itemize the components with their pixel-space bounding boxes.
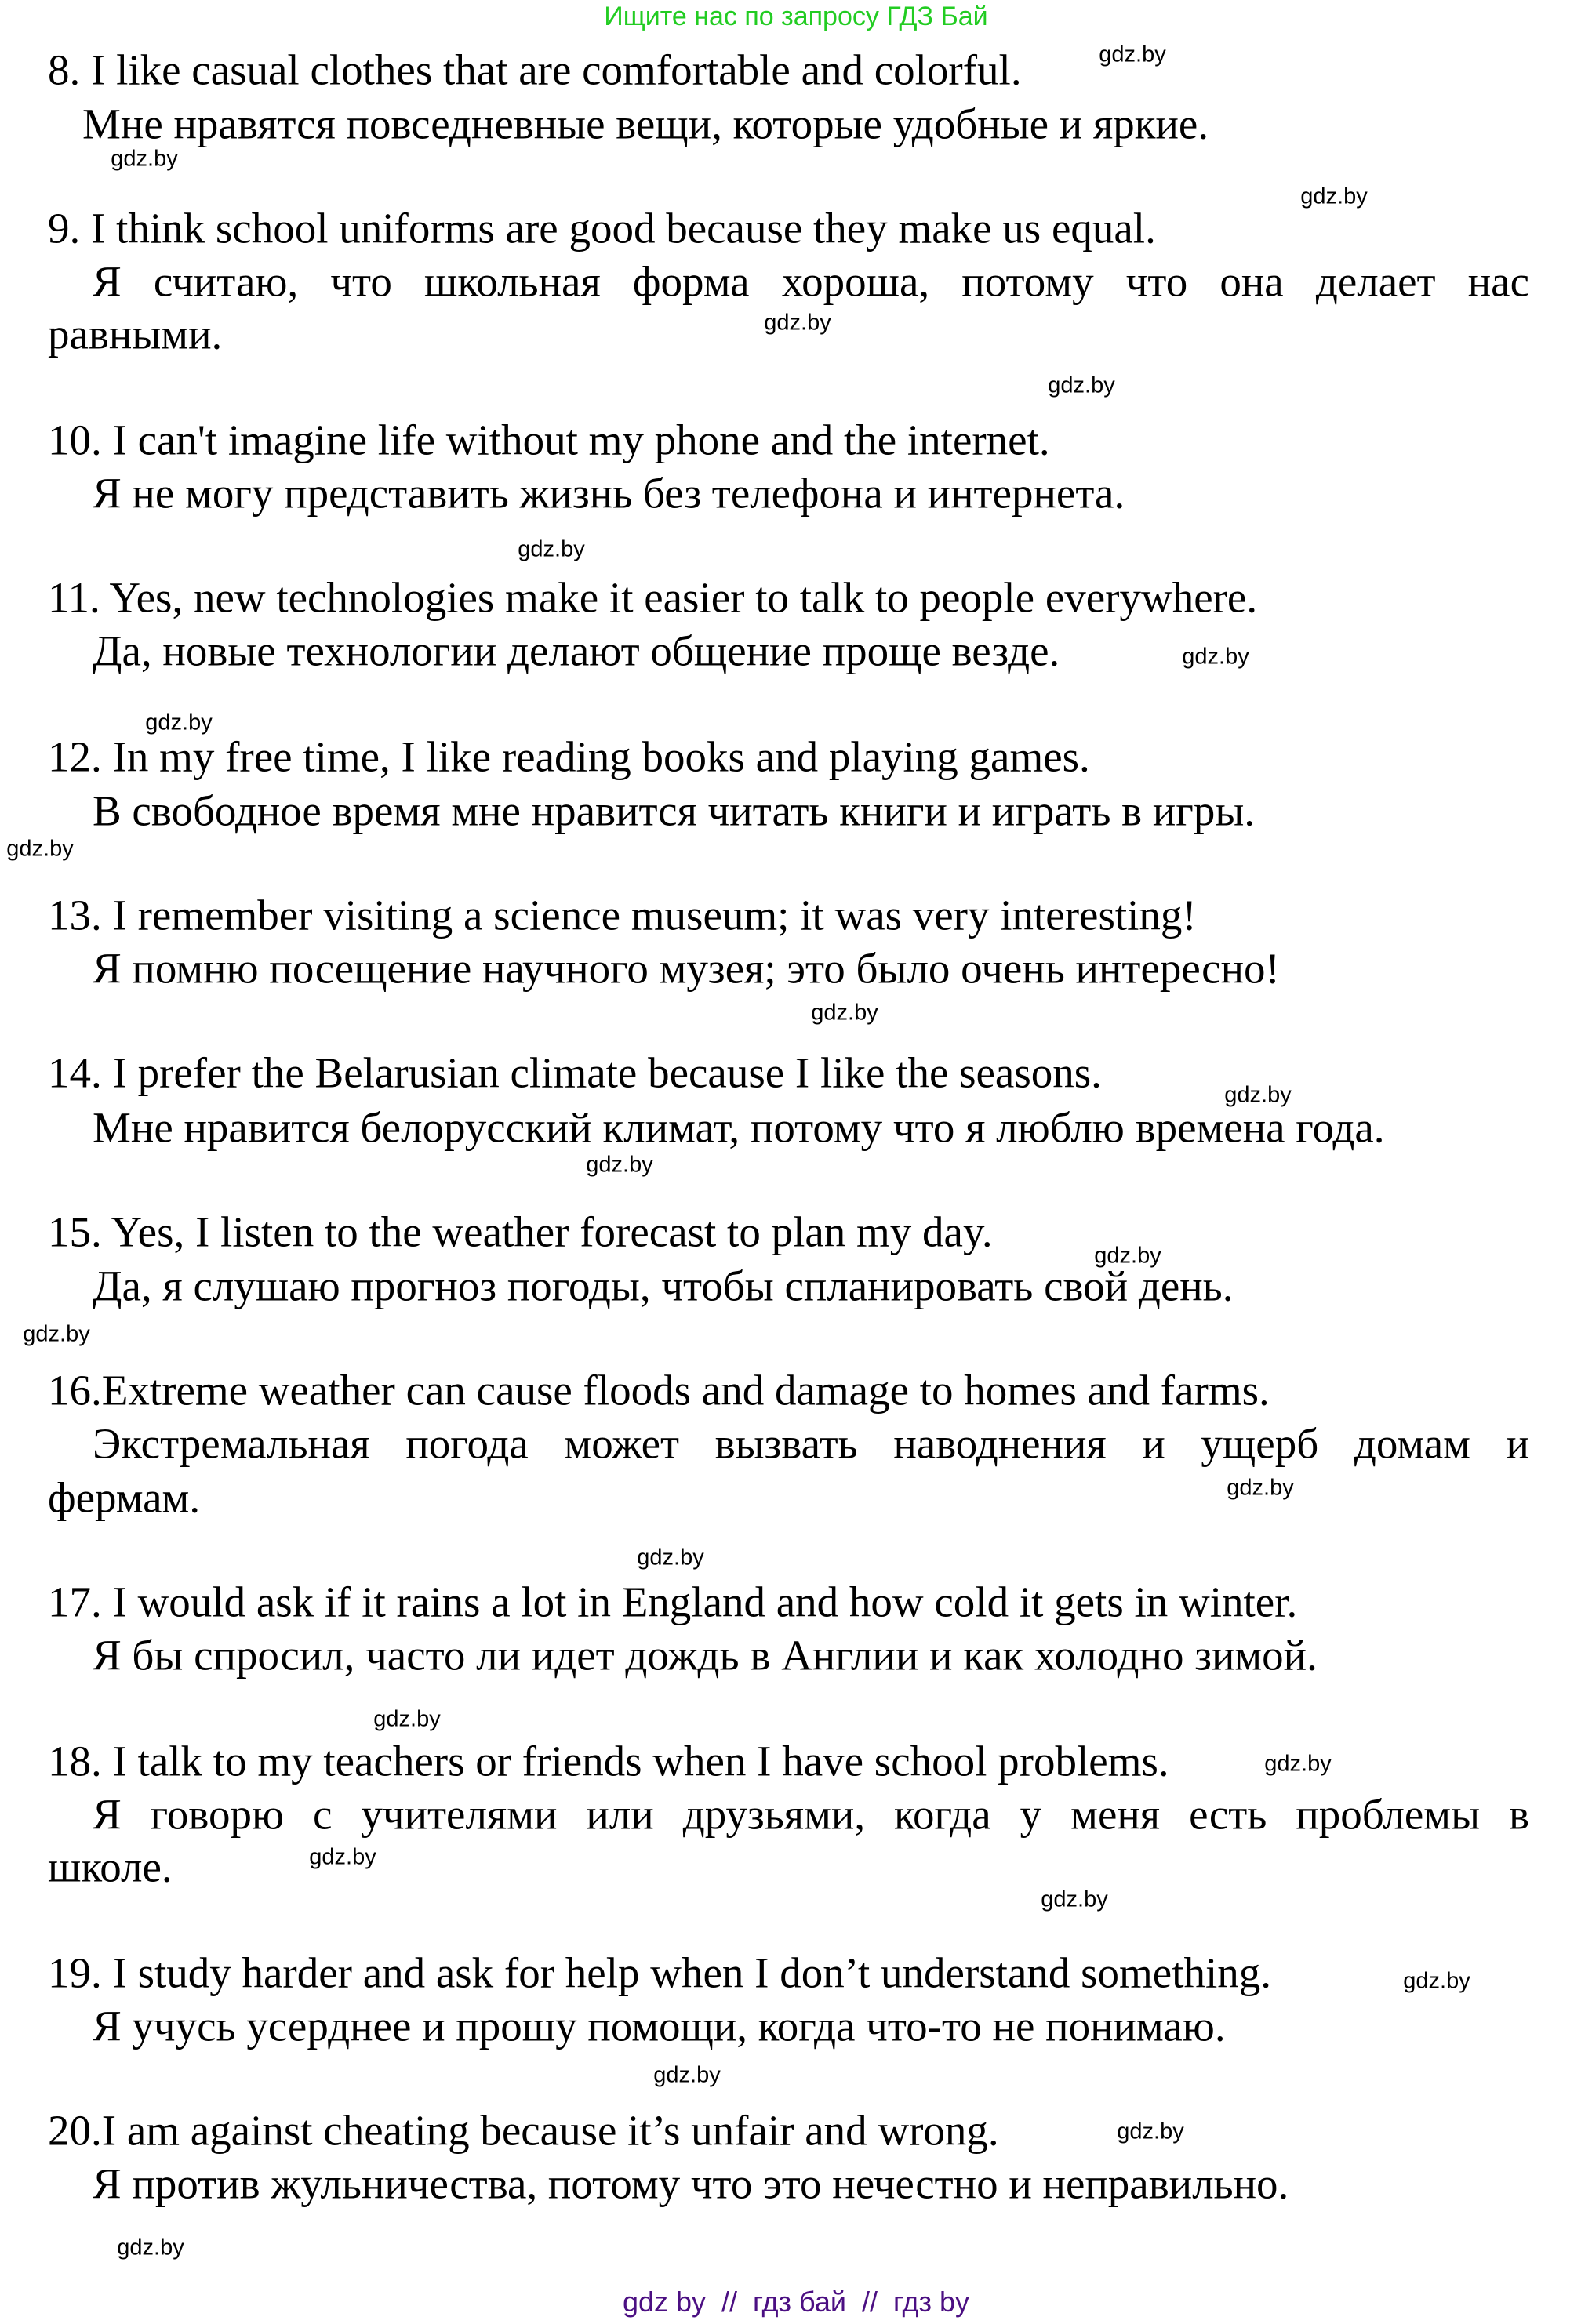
watermark: gdz.by (637, 1545, 704, 1571)
answer-en-17: 17. I would ask if it rains a lot in England and how cold it gets in winter. (48, 1578, 1298, 1626)
answer-ru-18-cont: школе. (48, 1843, 173, 1891)
watermark: gdz.by (1041, 1886, 1108, 1912)
watermark: gdz.by (1403, 1968, 1470, 1994)
answer-ru-9-cont: равными. (48, 310, 223, 358)
answer-ru-13: Я помню посещение научного музея; это было очень интересно! (93, 944, 1280, 993)
answer-ru-17: Я бы спросил, часто ли идет дождь в Англии и как холодно зимой. (93, 1631, 1318, 1679)
answer-en-16: 16.Extreme weather can cause floods and damage to homes and farms. (48, 1366, 1270, 1414)
watermark: gdz.by (1182, 644, 1249, 670)
answer-en-11: 11. Yes, new technologies make it easier to talk to people everywhere. (48, 573, 1258, 622)
answer-en-20: 20.I am against cheating because it’s unfair and wrong. (48, 2106, 999, 2155)
answer-ru-9: Я считаю, что школьная форма хороша, потому что она делает нас (93, 257, 1529, 306)
answer-ru-16-cont: фермам. (48, 1473, 201, 1522)
answer-ru-14: Мне нравится белорусский климат, потому что я люблю времена года. (93, 1103, 1385, 1152)
watermark: gdz.by (1224, 1082, 1292, 1108)
watermark: gdz.by (811, 1000, 878, 1026)
watermark: gdz.by (1300, 183, 1368, 209)
answer-ru-18: Я говорю с учителями или друзьями, когда у меня есть проблемы в (93, 1790, 1529, 1839)
watermark: gdz.by (1117, 2119, 1184, 2144)
watermark: gdz.by (6, 836, 74, 862)
answer-en-10: 10. I can't imagine life without my phone and the internet. (48, 416, 1050, 464)
answer-ru-15: Да, я слушаю прогноз погоды, чтобы спланировать свой день. (93, 1262, 1234, 1310)
answer-en-13: 13. I remember visiting a science museum; it was very interesting! (48, 891, 1197, 939)
promo-header: Ищите нас по запросу ГДЗ Бай (604, 2, 988, 31)
answer-en-14: 14. I prefer the Belarusian climate because I like the seasons. (48, 1048, 1102, 1097)
watermark: gdz.by (1099, 42, 1166, 67)
watermark: gdz.by (764, 310, 831, 336)
answer-ru-11: Да, новые технологии делают общение проще везде. (93, 626, 1060, 675)
answer-en-19: 19. I study harder and ask for help when I don’t understand something. (48, 1948, 1272, 1997)
watermark: gdz.by (1264, 1751, 1332, 1777)
watermark: gdz.by (145, 710, 213, 735)
answer-ru-16: Экстремальная погода может вызвать наводнения и ущерб домам и (93, 1419, 1529, 1468)
watermark: gdz.by (1048, 372, 1115, 398)
answer-ru-10: Я не могу представить жизнь без телефона и интернета. (93, 469, 1125, 517)
watermark: gdz.by (586, 1152, 653, 1178)
answer-ru-12: В свободное время мне нравится читать книги и играть в игры. (93, 786, 1256, 835)
footer-links: gdz by // гдз бай // гдз by (622, 2286, 970, 2318)
watermark: gdz.by (518, 536, 585, 562)
watermark: gdz.by (653, 2062, 721, 2088)
watermark: gdz.by (111, 146, 178, 172)
answer-en-15: 15. Yes, I listen to the weather forecast to plan my day. (48, 1207, 993, 1256)
answer-ru-19: Я учусь усерднее и прошу помощи, когда что-то не понимаю. (93, 2002, 1226, 2050)
answer-en-8: 8. I like casual clothes that are comfortable and colorful. (48, 45, 1022, 94)
answer-en-9: 9. I think school uniforms are good because they make us equal. (48, 204, 1156, 252)
answer-ru-20: Я против жульничества, потому что это нечестно и неправильно. (93, 2159, 1289, 2208)
answer-en-12: 12. In my free time, I like reading books and playing games. (48, 732, 1090, 781)
answer-ru-8: Мне нравятся повседневные вещи, которые удобные и яркие. (82, 100, 1209, 148)
watermark: gdz.by (117, 2235, 184, 2260)
watermark: gdz.by (373, 1706, 441, 1732)
watermark: gdz.by (23, 1321, 90, 1347)
answer-en-18: 18. I talk to my teachers or friends when I have school problems. (48, 1737, 1169, 1785)
watermark: gdz.by (1094, 1243, 1161, 1269)
watermark: gdz.by (1227, 1475, 1294, 1501)
watermark: gdz.by (309, 1844, 376, 1870)
